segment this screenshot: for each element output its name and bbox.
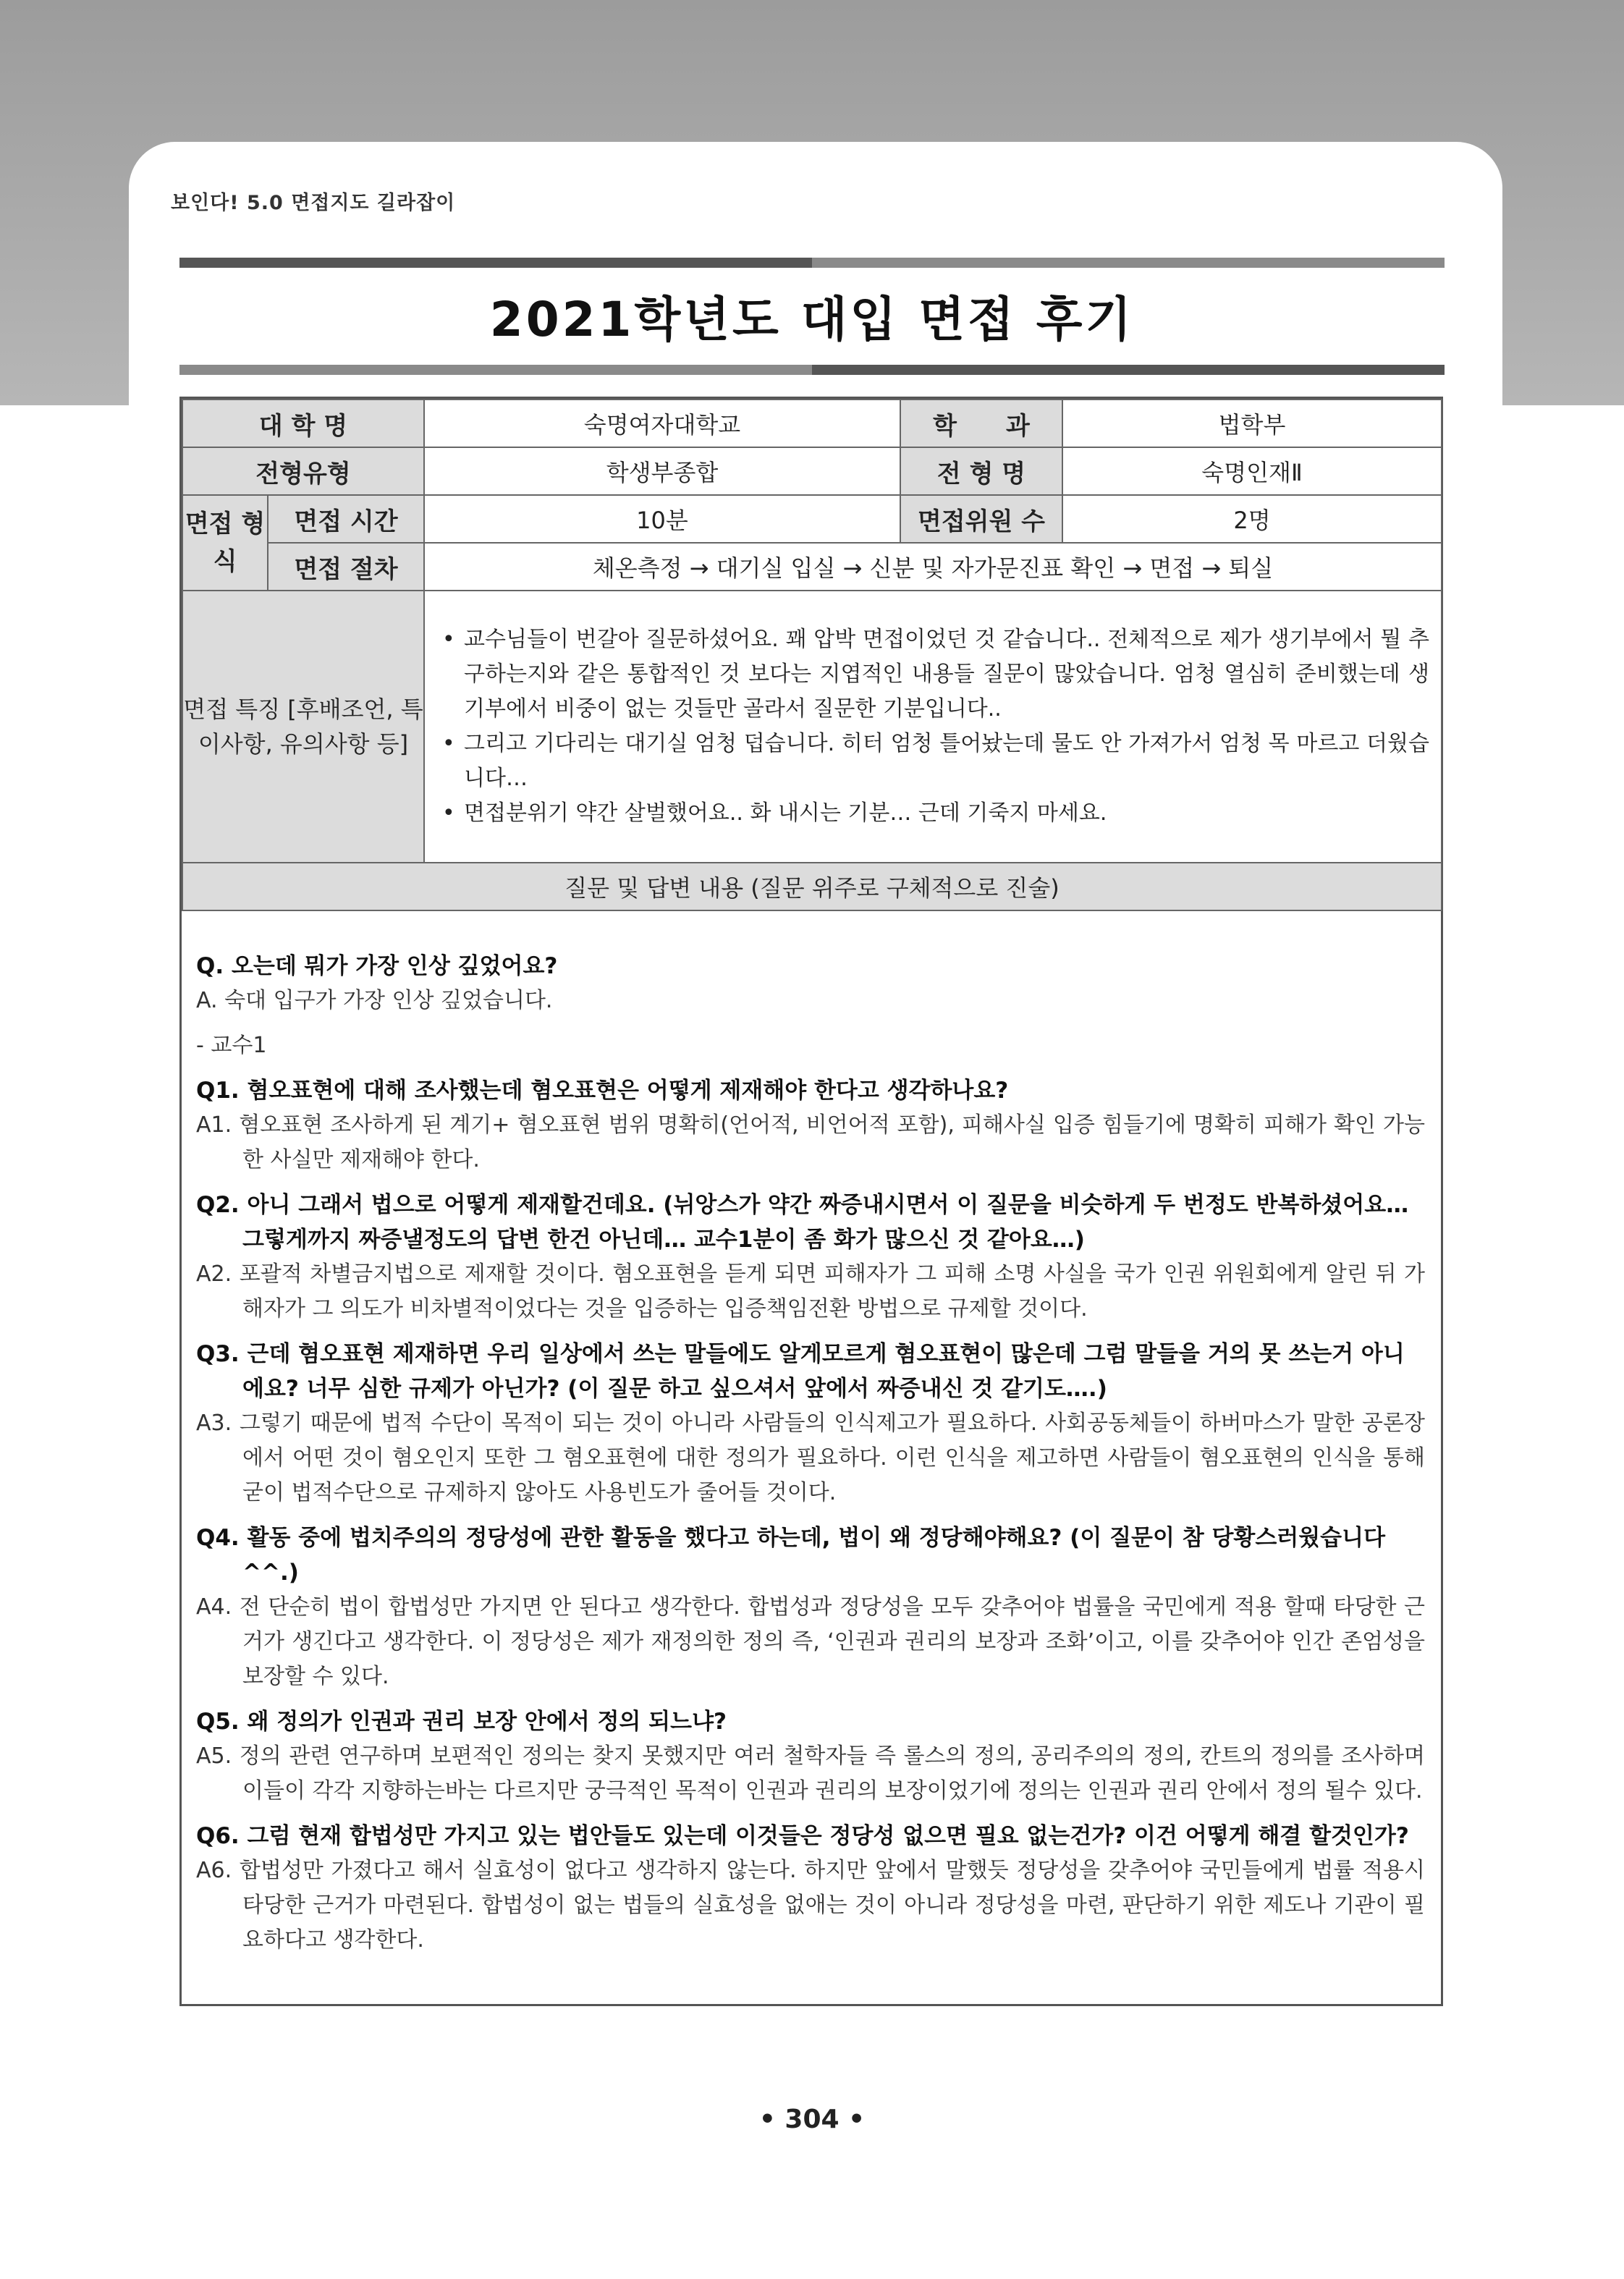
running-header: 보인다! 5.0 면접지도 길라잡이 — [171, 192, 456, 214]
feature-item: • 교수님들이 번갈아 질문하셨어요. 꽤 압박 면접이었던 것 같습니다.. 전체적으로 제가 생기부에서 뭘 추구하는지와 같은 통합적인 것 보다는 지엽적인 내용들 질문이 많았습니다. 엄청 열심히 준비했는데 생기부에서 비중이 없는 것들만 골라서 질문한 기분입니다.. — [439, 622, 1429, 727]
answer-intro: A. 숙대 입구가 가장 인상 깊었습니다. — [196, 988, 553, 1013]
answer-5: A5. 정의 관련 연구하며 보편적인 정의는 찾지 못했지만 여러 철학자들 즉 롤스의 정의, 공리주의의 정의, 칸트의 정의를 조사하며 이들이 각각 지향하는바는 다르지만 궁극적인 목적이 인권과 권리의 보장이었기에 정의는 인권과 권리 안에서 정의 될수 있다. — [196, 1743, 1425, 1804]
interview-format-label: 면접 형식 — [182, 495, 268, 591]
admission-type-value: 학생부종합 — [424, 447, 900, 495]
admission-type-label: 전형유형 — [182, 447, 424, 495]
question-4: Q4. 활동 중에 법치주의의 정당성에 관한 활동을 했다고 하는데, 법이 왜 정당해야해요? (이 질문이 참 당황스러웠습니다^^.) — [196, 1525, 1386, 1586]
answer-3: A3. 그렇기 때문에 법적 수단이 목적이 되는 것이 아니라 사람들의 인식제고가 필요하다. 사회공동체들이 하버마스가 말한 공론장에서 어떤 것이 혐오인지 또한 그 혐오표현에 대한 정의가 필요하다. 이런 인식을 제고하면 사람들이 혐오표현의 인식을 통해 굳이 법적수단으로 규제하지 않아도 사용빈도가 줄어들 것이다. — [196, 1411, 1425, 1505]
interview-review-form — [179, 397, 1443, 2006]
question-intro: Q. 오는데 뭐가 가장 인상 깊었어요? — [196, 953, 558, 979]
question-3: Q3. 근데 혐오표현 제재하면 우리 일상에서 쓰는 말들에도 알게모르게 혐오표현이 많은데 그럼 말들을 거의 못 쓰는거 아니에요? 너무 심한 규제가 아닌가? (이 질문 하고 싶으셔서 앞에서 짜증내신 것 같기도….) — [196, 1341, 1405, 1402]
admission-name-value: 숙명인재Ⅱ — [1062, 447, 1442, 495]
qa-content — [182, 911, 1441, 1958]
question-6: Q6. 그럼 현재 합법성만 가지고 있는 법안들도 있는데 이것들은 정당성 없으면 필요 없는건가? 이건 어떻게 해결 할것인가? — [196, 1823, 1409, 1849]
interview-time-value: 10분 — [424, 495, 900, 543]
title-rule-bottom — [179, 365, 1445, 375]
features-label: 면접 특징 [후배조언, 특이사항, 유의사항 등] — [182, 591, 424, 863]
university-label: 대 학 명 — [182, 399, 424, 447]
feature-item: • 면접분위기 약간 살벌했어요.. 화 내시는 기분… 근데 기죽지 마세요. — [439, 796, 1429, 831]
interviewers-value: 2명 — [1062, 495, 1442, 543]
answer-1: A1. 혐오표현 조사하게 된 계기+ 혐오표현 범위 명확히(언어적, 비언어적 포함), 피해사실 입증 힘들기에 명확히 피해가 확인 가능한 사실만 제재해야 한다. — [196, 1112, 1425, 1172]
title-rule-top — [179, 258, 1445, 268]
interview-time-label: 면접 시간 — [268, 495, 424, 543]
qa-section-header: 질문 및 답변 내용 (질문 위주로 구체적으로 진술) — [182, 863, 1442, 910]
info-table — [182, 399, 1442, 911]
page-title: 2021학년도 대입 면접 후기 — [489, 292, 1135, 347]
interviewers-label: 면접위원 수 — [900, 495, 1062, 543]
admission-name-label: 전 형 명 — [900, 447, 1062, 495]
university-value: 숙명여자대학교 — [424, 399, 900, 447]
question-1: Q1. 혐오표현에 대해 조사했는데 혐오표현은 어떻게 제재해야 한다고 생각하나요? — [196, 1078, 1009, 1104]
question-2: Q2. 아니 그래서 법으로 어떻게 제재할건데요. (뉘앙스가 약간 짜증내시면서 이 질문을 비슷하게 두 번정도 반복하셨어요…그렇게까지 짜증낼정도의 답변 한건 아닌데… 교수1분이 좀 화가 많으신 것 같아요…) — [196, 1192, 1409, 1253]
answer-4: A4. 전 단순히 법이 합법성만 가지면 안 된다고 생각한다. 합법성과 정당성을 모두 갖추어야 법률을 국민에게 적용 할때 타당한 근거가 생긴다고 생각한다. 이 정당성은 제가 재정의한 정의 즉, ‘인권과 권리의 보장과 조화’이고, 이를 갖추어야 인간 존엄성을 보장할 수 있다. — [196, 1594, 1425, 1689]
features-content — [424, 591, 1442, 863]
answer-2: A2. 포괄적 차별금지법으로 제재할 것이다. 혐오표현을 듣게 되면 피해자가 그 피해 소명 사실을 국가 인권 위원회에게 알린 뒤 가해자가 그 의도가 비차별적이었다는 것을 입증하는 입증책임전환 방법으로 규제할 것이다. — [196, 1261, 1425, 1322]
question-5: Q5. 왜 정의가 인권과 권리 보장 안에서 정의 되느냐? — [196, 1709, 727, 1735]
department-value: 법학부 — [1062, 399, 1442, 447]
interview-procedure-label: 면접 절차 — [268, 543, 424, 591]
feature-item: • 그리고 기다리는 대기실 엄청 덥습니다. 히터 엄청 틀어놨는데 물도 안 가져가서 엄청 목 마르고 더웠습니다… — [439, 727, 1429, 796]
answer-6: A6. 합법성만 가졌다고 해서 실효성이 없다고 생각하지 않는다. 하지만 앞에서 말했듯 정당성을 갖추어야 국민들에게 법률 적용시 타당한 근거가 마련된다. 합법성이 없는 법들의 실효성을 없애는 것이 아니라 정당성을 마련, 판단하기 위한 제도나 기관이 필요하다고 생각한다. — [196, 1858, 1425, 1953]
department-label: 학 과 — [900, 399, 1062, 447]
interview-procedure-value: 체온측정 → 대기실 입실 → 신분 및 자가문진표 확인 → 면접 → 퇴실 — [424, 543, 1442, 591]
professor-note: - 교수1 — [196, 1033, 267, 1058]
page-number: • 304 • — [758, 2105, 866, 2134]
